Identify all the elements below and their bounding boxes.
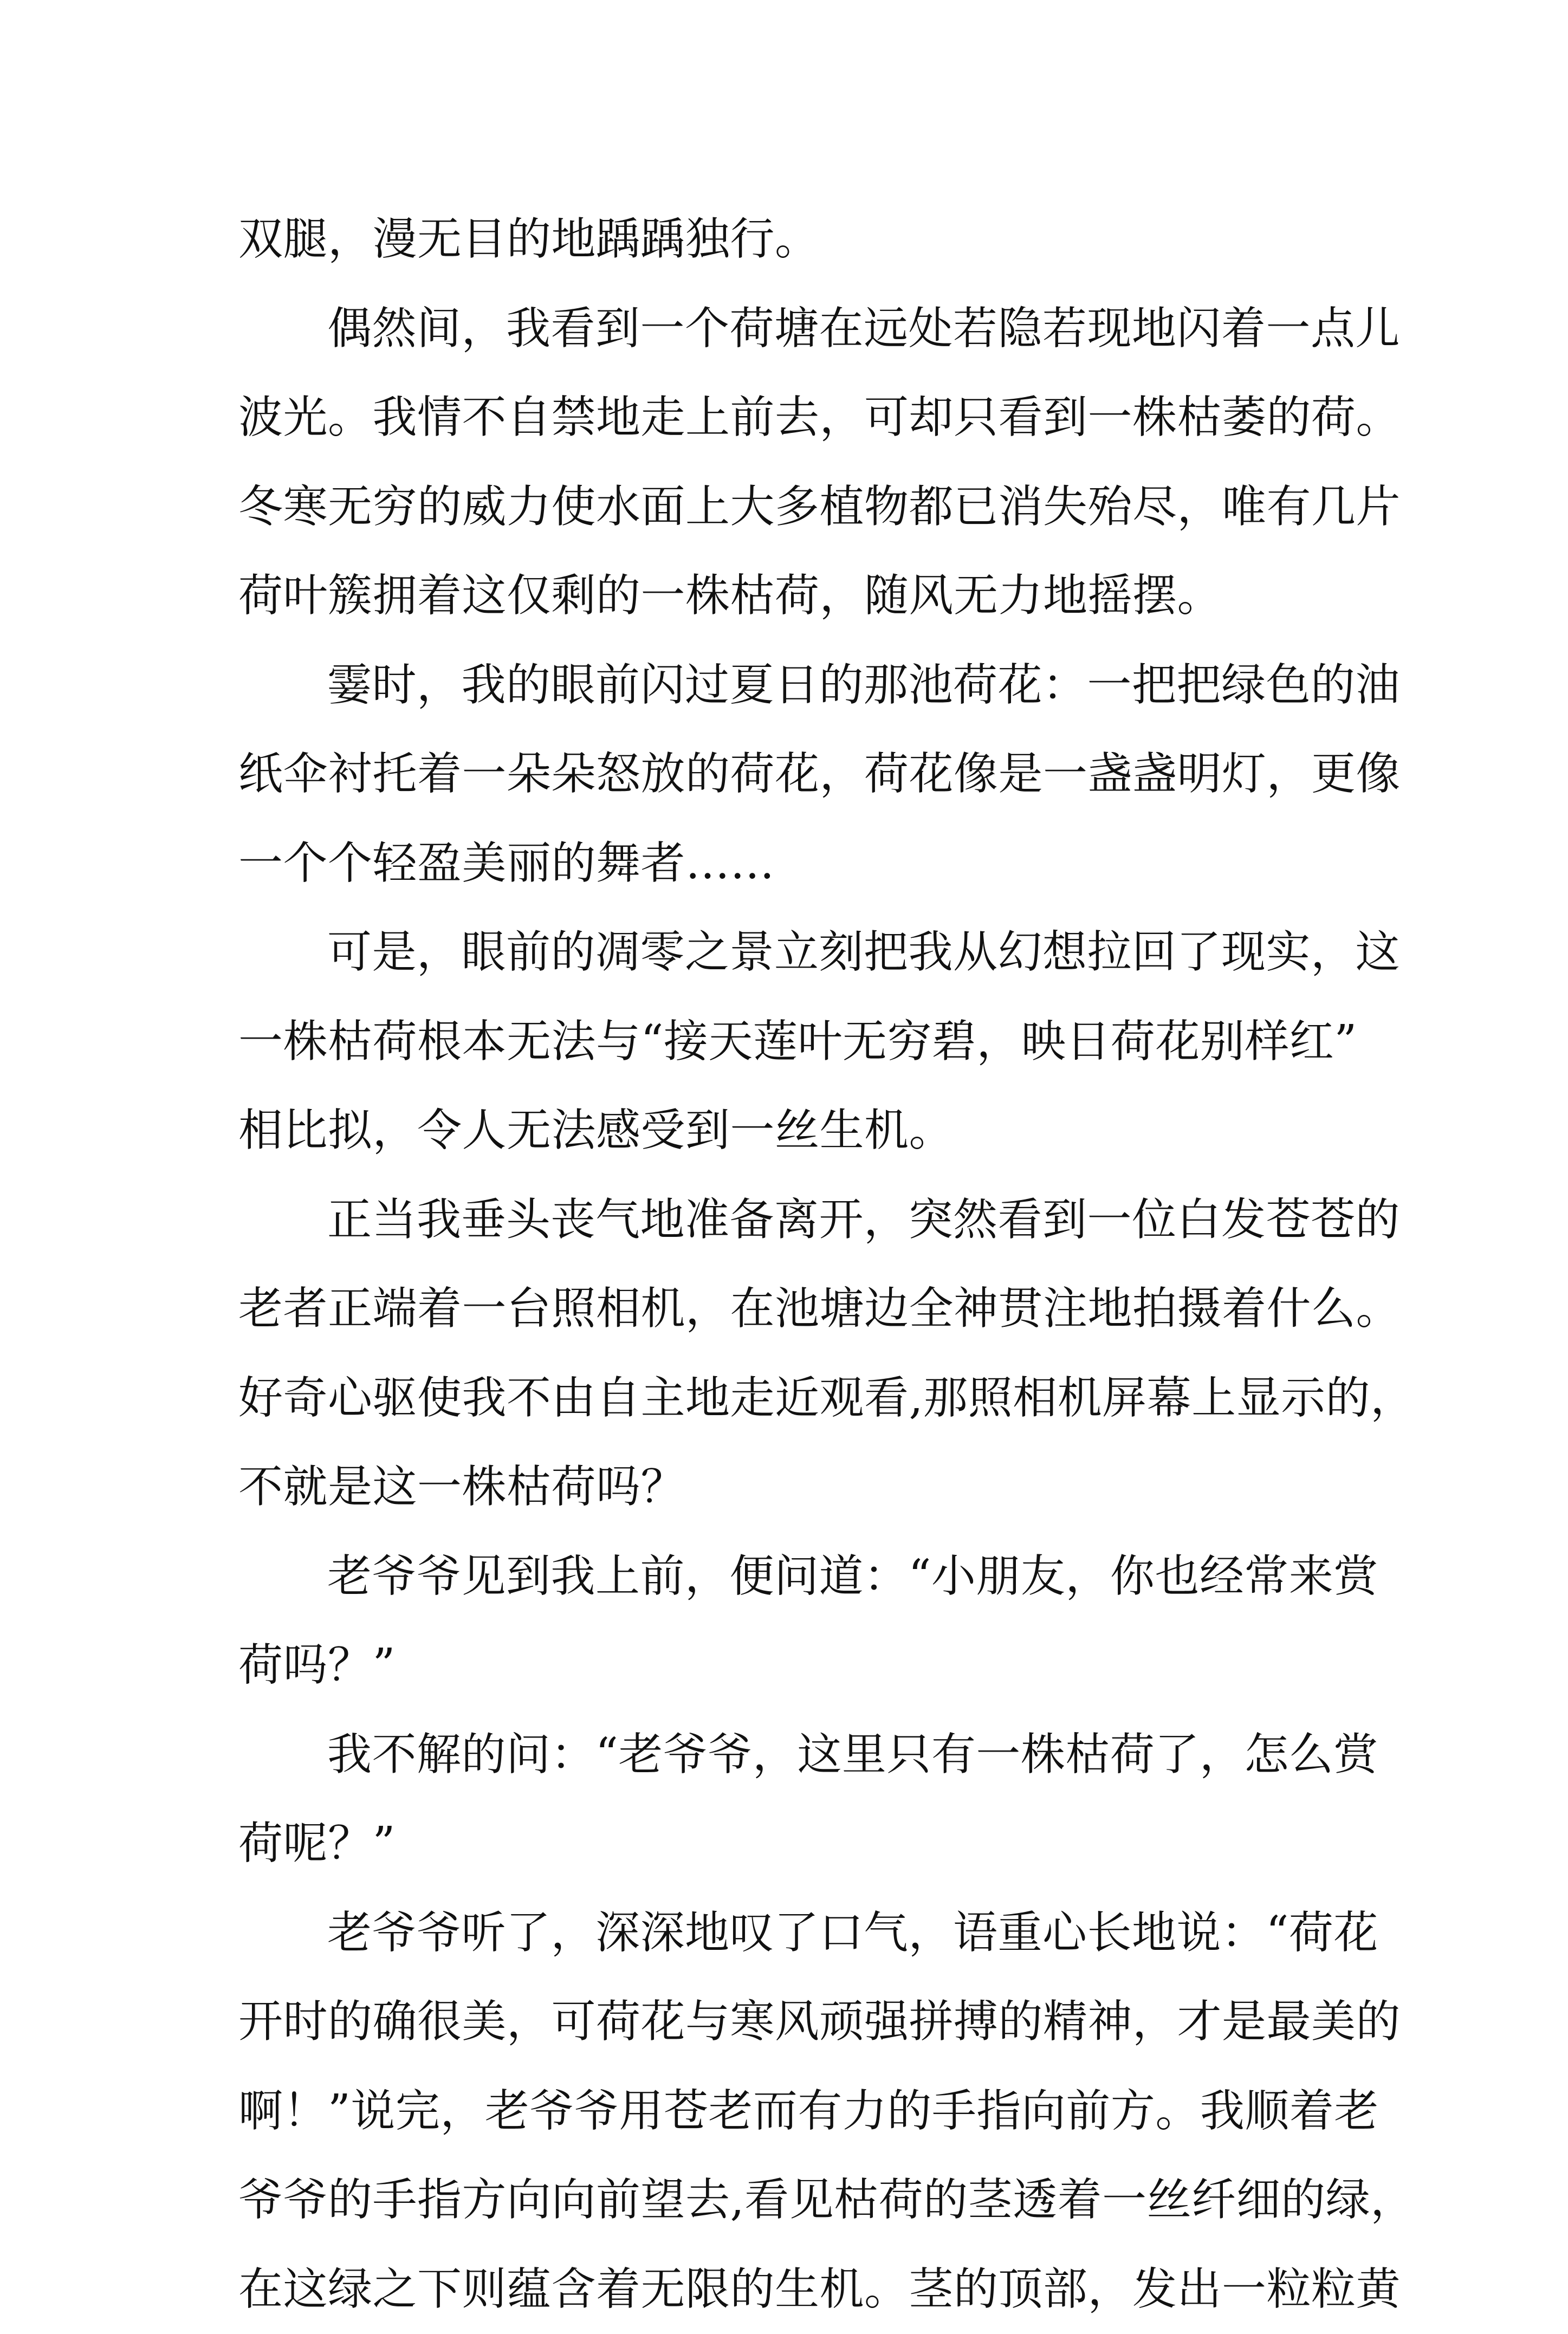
text-line: 荷吗？” (238, 1621, 1327, 1710)
paragraph-start-line: 可是，眼前的凋零之景立刻把我从幻想拉回了现实，这 (238, 908, 1327, 997)
text-line: 纸伞衬托着一朵朵怒放的荷花，荷花像是一盏盏明灯，更像 (238, 730, 1327, 819)
paragraph-start-line: 霎时，我的眼前闪过夏日的那池荷花：一把把绿色的油 (238, 641, 1327, 730)
text-line: 荷叶簇拥着这仅剩的一株枯荷，随风无力地摇摆。 (238, 552, 1327, 641)
text-line: 双腿，漫无目的地踽踽独行。 (238, 195, 1327, 284)
document-text (238, 195, 1327, 2334)
text-line: 在这绿之下则蕴含着无限的生机。茎的顶部，发出一粒粒黄 (238, 2245, 1327, 2334)
paragraph-start-line: 老爷爷见到我上前，便问道：“小朋友，你也经常来赏 (238, 1532, 1327, 1622)
text-line: 一株枯荷根本无法与“接天莲叶无穷碧，映日荷花别样红” (238, 997, 1327, 1087)
paragraph-start-line: 正当我垂头丧气地准备离开，突然看到一位白发苍苍的 (238, 1176, 1327, 1265)
text-line: 爷爷的手指方向向前望去,看见枯荷的茎透着一丝纤细的绿， (238, 2156, 1327, 2245)
text-line: 不就是这一株枯荷吗？ (238, 1443, 1327, 1532)
text-line: 老者正端着一台照相机，在池塘边全神贯注地拍摄着什么。 (238, 1265, 1327, 1354)
paragraph-start-line: 偶然间，我看到一个荷塘在远处若隐若现地闪着一点儿 (238, 284, 1327, 374)
text-line: 好奇心驱使我不由自主地走近观看,那照相机屏幕上显示的， (238, 1354, 1327, 1443)
text-line: 相比拟，令人无法感受到一丝生机。 (238, 1086, 1327, 1176)
text-line: 波光。我情不自禁地走上前去，可却只看到一株枯萎的荷。 (238, 373, 1327, 463)
text-line: 啊！”说完，老爷爷用苍老而有力的手指向前方。我顺着老 (238, 2067, 1327, 2156)
paragraph-start-line: 我不解的问：“老爷爷，这里只有一株枯荷了，怎么赏 (238, 1710, 1327, 1800)
text-line: 开时的确很美，可荷花与寒风顽强拼搏的精神，才是最美的 (238, 1978, 1327, 2067)
text-line: 冬寒无穷的威力使水面上大多植物都已消失殆尽，唯有几片 (238, 463, 1327, 552)
paragraph-start-line: 老爷爷听了，深深地叹了口气，语重心长地说：“荷花 (238, 1889, 1327, 1978)
text-line: 荷呢？” (238, 1799, 1327, 1889)
text-line: 一个个轻盈美丽的舞者…… (238, 819, 1327, 909)
